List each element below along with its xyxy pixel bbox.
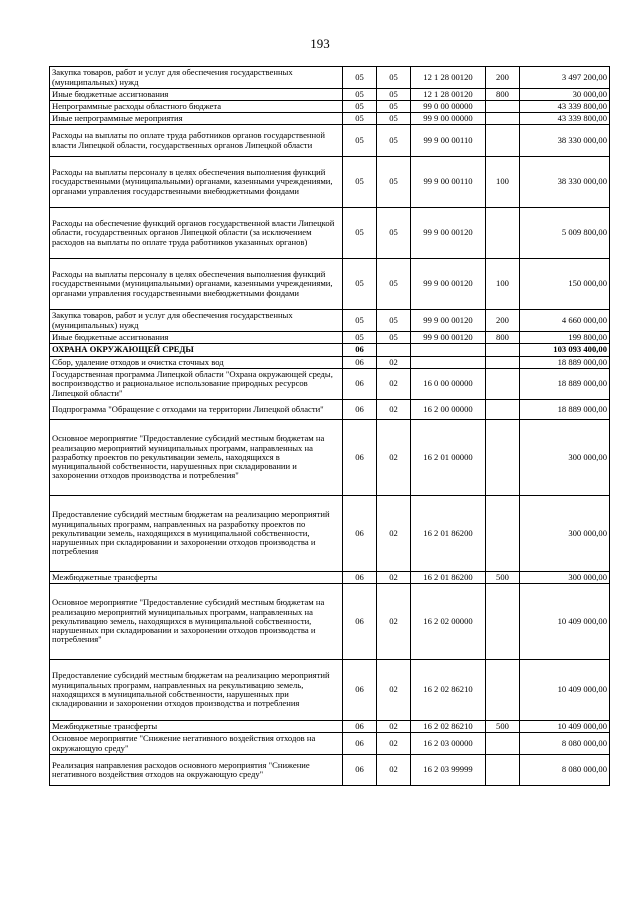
cell-amount: 8 080 000,00 — [520, 733, 610, 755]
cell-expense-type — [486, 733, 520, 755]
cell-subsection: 05 — [377, 332, 411, 344]
cell-amount: 5 009 800,00 — [520, 208, 610, 259]
cell-amount: 4 660 000,00 — [520, 310, 610, 332]
cell-target-article — [411, 344, 486, 357]
table-row — [50, 113, 610, 125]
table-row — [50, 660, 610, 721]
cell-expense-type — [486, 755, 520, 786]
cell-subsection: 02 — [377, 733, 411, 755]
table-row — [50, 420, 610, 496]
cell-amount: 18 889 000,00 — [520, 400, 610, 420]
cell-amount: 3 497 200,00 — [520, 67, 610, 89]
row-name: ОХРАНА ОКРУЖАЮЩЕЙ СРЕДЫ — [50, 344, 343, 357]
row-name: Основное мероприятие "Предоставление субсидий местным бюджетам на реализацию мероприятий муниципальных программ, направленных на разработку проектов по рекультивации земель, находящихся в муниципальной собственности, нарушенных при складировании и захоронении отходов производства и потребления" — [50, 420, 343, 496]
cell-expense-type: 500 — [486, 721, 520, 733]
cell-subsection: 02 — [377, 755, 411, 786]
cell-expense-type — [486, 660, 520, 721]
row-name: Сбор, удаление отходов и очистка сточных вод — [50, 357, 343, 369]
row-name: Иные бюджетные ассигнования — [50, 89, 343, 101]
cell-section: 06 — [343, 357, 377, 369]
cell-subsection: 05 — [377, 259, 411, 310]
cell-section: 05 — [343, 125, 377, 157]
row-name: Межбюджетные трансферты — [50, 721, 343, 733]
cell-target-article: 16 2 02 00000 — [411, 584, 486, 660]
cell-expense-type — [486, 113, 520, 125]
table-row — [50, 357, 610, 369]
cell-subsection: 02 — [377, 584, 411, 660]
cell-section: 05 — [343, 67, 377, 89]
cell-expense-type: 200 — [486, 67, 520, 89]
cell-section: 06 — [343, 400, 377, 420]
cell-section: 06 — [343, 721, 377, 733]
cell-section: 06 — [343, 755, 377, 786]
cell-subsection: 02 — [377, 400, 411, 420]
row-name: Предоставление субсидий местным бюджетам на реализацию мероприятий муниципальных программ, направленных на рекультивацию земель, находящихся в муниципальной собственности, нарушенных при складировании и захоронении отходов производства и потребления — [50, 660, 343, 721]
cell-section: 05 — [343, 208, 377, 259]
cell-subsection: 02 — [377, 369, 411, 400]
cell-target-article: 12 1 28 00120 — [411, 89, 486, 101]
cell-target-article: 16 2 03 00000 — [411, 733, 486, 755]
cell-target-article: 99 0 00 00000 — [411, 101, 486, 113]
cell-section: 06 — [343, 420, 377, 496]
row-name: Расходы на обеспечение функций органов государственной власти Липецкой области, государственных органов Липецкой области (за исключением расходов на выплаты по оплате труда работников указанных органов) — [50, 208, 343, 259]
cell-subsection: 05 — [377, 101, 411, 113]
table-row — [50, 310, 610, 332]
table-row — [50, 344, 610, 357]
cell-expense-type — [486, 125, 520, 157]
row-name: Подпрограмма "Обращение с отходами на территории Липецкой области" — [50, 400, 343, 420]
cell-amount: 300 000,00 — [520, 496, 610, 572]
cell-section: 05 — [343, 157, 377, 208]
cell-target-article: 16 2 02 86210 — [411, 721, 486, 733]
cell-amount: 30 000,00 — [520, 89, 610, 101]
table-row — [50, 584, 610, 660]
cell-expense-type: 100 — [486, 259, 520, 310]
cell-expense-type — [486, 400, 520, 420]
table-row — [50, 572, 610, 584]
cell-subsection: 02 — [377, 357, 411, 369]
cell-subsection: 05 — [377, 157, 411, 208]
row-name: Расходы на выплаты персоналу в целях обеспечения выполнения функций государственными (муниципальными) органами, казенными учреждениями, органами управления государственными внебюджетными фондами — [50, 157, 343, 208]
cell-amount: 10 409 000,00 — [520, 660, 610, 721]
cell-amount: 38 330 000,00 — [520, 125, 610, 157]
cell-section: 05 — [343, 113, 377, 125]
cell-subsection: 05 — [377, 208, 411, 259]
cell-section: 06 — [343, 369, 377, 400]
cell-subsection: 02 — [377, 660, 411, 721]
cell-expense-type — [486, 420, 520, 496]
cell-expense-type — [486, 369, 520, 400]
cell-amount: 150 000,00 — [520, 259, 610, 310]
cell-section: 06 — [343, 572, 377, 584]
row-name: Расходы на выплаты по оплате труда работников органов государственной власти Липецкой области, государственных органов Липецкой области — [50, 125, 343, 157]
cell-target-article: 99 9 00 00110 — [411, 157, 486, 208]
cell-subsection: 02 — [377, 572, 411, 584]
cell-target-article: 16 2 01 86200 — [411, 496, 486, 572]
table-row — [50, 400, 610, 420]
cell-expense-type — [486, 344, 520, 357]
cell-target-article: 16 2 01 86200 — [411, 572, 486, 584]
cell-section: 06 — [343, 344, 377, 357]
row-name: Основное мероприятие "Снижение негативного воздействия отходов на окружающую среду" — [50, 733, 343, 755]
table-row — [50, 755, 610, 786]
table-row — [50, 369, 610, 400]
cell-target-article: 99 9 00 00120 — [411, 310, 486, 332]
cell-target-article: 99 9 00 00120 — [411, 208, 486, 259]
cell-amount: 8 080 000,00 — [520, 755, 610, 786]
row-name: Реализация направления расходов основного мероприятия "Снижение негативного воздействия отходов на окружающую среду" — [50, 755, 343, 786]
row-name: Расходы на выплаты персоналу в целях обеспечения выполнения функций государственными (муниципальными) органами, казенными учреждениями, органами управления государственными внебюджетными фондами — [50, 259, 343, 310]
cell-amount: 38 330 000,00 — [520, 157, 610, 208]
cell-amount: 18 889 000,00 — [520, 369, 610, 400]
cell-amount: 103 093 400,00 — [520, 344, 610, 357]
cell-expense-type — [486, 101, 520, 113]
row-name: Иные непрограммные мероприятия — [50, 113, 343, 125]
cell-target-article: 16 2 00 00000 — [411, 400, 486, 420]
cell-subsection: 02 — [377, 496, 411, 572]
cell-section: 06 — [343, 584, 377, 660]
table-row — [50, 101, 610, 113]
table-row — [50, 259, 610, 310]
cell-subsection: 02 — [377, 721, 411, 733]
cell-expense-type — [486, 496, 520, 572]
table-row — [50, 208, 610, 259]
cell-target-article: 99 9 00 00000 — [411, 113, 486, 125]
cell-target-article: 16 2 03 99999 — [411, 755, 486, 786]
cell-target-article — [411, 357, 486, 369]
cell-subsection — [377, 344, 411, 357]
cell-subsection: 05 — [377, 113, 411, 125]
cell-amount: 18 889 000,00 — [520, 357, 610, 369]
table-row — [50, 157, 610, 208]
row-name: Закупка товаров, работ и услуг для обеспечения государственных (муниципальных) нужд — [50, 67, 343, 89]
cell-expense-type: 200 — [486, 310, 520, 332]
budget-table — [49, 66, 610, 786]
cell-target-article: 99 9 00 00110 — [411, 125, 486, 157]
cell-target-article: 16 2 01 00000 — [411, 420, 486, 496]
table-row — [50, 67, 610, 89]
cell-subsection: 02 — [377, 420, 411, 496]
page-number: 193 — [310, 36, 330, 51]
table-row — [50, 733, 610, 755]
cell-expense-type: 800 — [486, 89, 520, 101]
cell-expense-type — [486, 208, 520, 259]
row-name: Основное мероприятие "Предоставление субсидий местным бюджетам на реализацию мероприятий муниципальных программ, направленных на рекультивацию земель, находящихся в муниципальной собственности, нарушенных при складировании и захоронении отходов производства и потребления" — [50, 584, 343, 660]
cell-subsection: 05 — [377, 125, 411, 157]
cell-expense-type: 800 — [486, 332, 520, 344]
cell-expense-type — [486, 357, 520, 369]
cell-expense-type — [486, 584, 520, 660]
cell-section: 05 — [343, 332, 377, 344]
cell-section: 06 — [343, 733, 377, 755]
row-name: Государственная программа Липецкой области "Охрана окружающей среды, воспроизводство и рациональное использование природных ресурсов Липецкой области" — [50, 369, 343, 400]
cell-amount: 300 000,00 — [520, 572, 610, 584]
cell-target-article: 12 1 28 00120 — [411, 67, 486, 89]
row-name: Иные бюджетные ассигнования — [50, 332, 343, 344]
table-row — [50, 496, 610, 572]
row-name: Предоставление субсидий местным бюджетам на реализацию мероприятий муниципальных программ, направленных на разработку проектов по рекультивации земель, находящихся в муниципальной собственности, нарушенных при складировании и захоронении отходов производства и потребления — [50, 496, 343, 572]
cell-section: 06 — [343, 660, 377, 721]
cell-subsection: 05 — [377, 89, 411, 101]
cell-section: 05 — [343, 310, 377, 332]
cell-expense-type: 100 — [486, 157, 520, 208]
cell-expense-type: 500 — [486, 572, 520, 584]
cell-amount: 43 339 800,00 — [520, 101, 610, 113]
cell-section: 05 — [343, 101, 377, 113]
cell-subsection: 05 — [377, 67, 411, 89]
cell-target-article: 16 0 00 00000 — [411, 369, 486, 400]
cell-section: 05 — [343, 89, 377, 101]
cell-target-article: 99 9 00 00120 — [411, 332, 486, 344]
cell-amount: 199 800,00 — [520, 332, 610, 344]
row-name: Закупка товаров, работ и услуг для обеспечения государственных (муниципальных) нужд — [50, 310, 343, 332]
cell-section: 05 — [343, 259, 377, 310]
row-name: Непрограммные расходы областного бюджета — [50, 101, 343, 113]
table-row — [50, 89, 610, 101]
cell-target-article: 99 9 00 00120 — [411, 259, 486, 310]
cell-amount: 300 000,00 — [520, 420, 610, 496]
table-row — [50, 332, 610, 344]
cell-target-article: 16 2 02 86210 — [411, 660, 486, 721]
cell-amount: 10 409 000,00 — [520, 721, 610, 733]
cell-amount: 43 339 800,00 — [520, 113, 610, 125]
row-name: Межбюджетные трансферты — [50, 572, 343, 584]
table-row — [50, 721, 610, 733]
cell-subsection: 05 — [377, 310, 411, 332]
cell-section: 06 — [343, 496, 377, 572]
table-row — [50, 125, 610, 157]
cell-amount: 10 409 000,00 — [520, 584, 610, 660]
